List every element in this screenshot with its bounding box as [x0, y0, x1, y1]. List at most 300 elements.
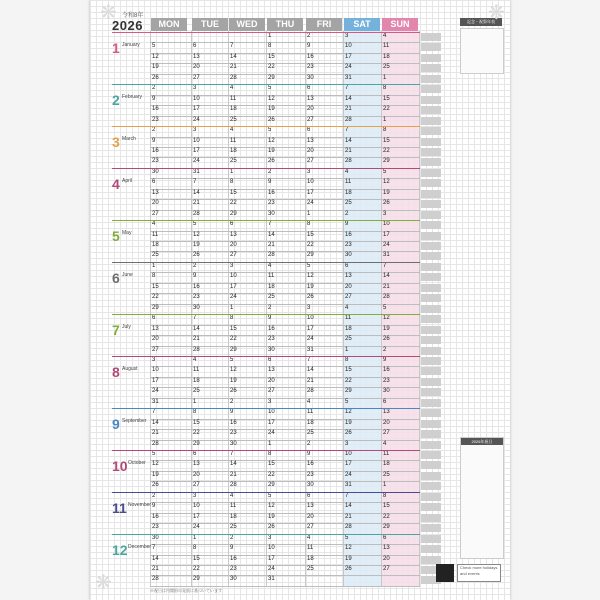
day-cell[interactable]: 15: [383, 95, 390, 102]
day-cell[interactable]: 8: [383, 85, 387, 92]
day-cell[interactable]: 7: [345, 85, 349, 92]
day-cell[interactable]: 8: [152, 273, 156, 280]
day-cell[interactable]: 28: [193, 346, 200, 353]
day-cell[interactable]: 12: [383, 315, 390, 322]
day-cell[interactable]: 1: [230, 304, 234, 311]
day-cell[interactable]: 10: [193, 137, 200, 144]
day-cell[interactable]: 6: [268, 356, 272, 363]
day-cell[interactable]: 19: [345, 419, 352, 426]
day-cell[interactable]: 16: [268, 189, 275, 196]
day-cell[interactable]: 22: [383, 106, 390, 113]
day-cell[interactable]: 3: [152, 356, 156, 363]
day-cell[interactable]: 6: [307, 85, 311, 92]
day-cell[interactable]: 7: [230, 43, 234, 50]
day-cell[interactable]: 3: [268, 398, 272, 405]
day-cell[interactable]: 30: [193, 304, 200, 311]
day-cell[interactable]: 23: [193, 294, 200, 301]
day-cell[interactable]: 10: [152, 367, 159, 374]
day-cell[interactable]: 25: [383, 471, 390, 478]
day-cell[interactable]: 28: [230, 482, 237, 489]
day-cell[interactable]: 6: [193, 43, 197, 50]
day-cell[interactable]: 5: [383, 168, 387, 175]
day-cell[interactable]: 2: [383, 346, 387, 353]
day-cell[interactable]: 23: [345, 242, 352, 248]
day-cell[interactable]: 7: [268, 221, 272, 228]
day-cell[interactable]: 20: [230, 242, 237, 248]
day-cell[interactable]: 19: [383, 189, 390, 196]
day-cell[interactable]: 28: [345, 116, 352, 123]
day-cell[interactable]: 12: [307, 273, 314, 280]
day-cell[interactable]: 14: [152, 555, 159, 562]
day-cell[interactable]: 10: [345, 451, 352, 457]
day-cell[interactable]: 3: [268, 534, 272, 541]
day-cell[interactable]: 14: [383, 273, 390, 280]
day-cell[interactable]: 21: [383, 283, 390, 290]
day-cell[interactable]: 10: [345, 43, 352, 50]
day-cell[interactable]: 20: [193, 471, 200, 478]
day-cell[interactable]: 13: [383, 409, 390, 416]
day-cell[interactable]: 1: [193, 398, 197, 405]
day-cell[interactable]: 14: [230, 53, 237, 60]
day-cell[interactable]: 27: [268, 388, 275, 395]
day-cell[interactable]: 5: [230, 356, 234, 363]
day-cell[interactable]: 29: [268, 74, 275, 81]
day-cell[interactable]: 27: [152, 346, 159, 353]
day-cell[interactable]: 19: [268, 147, 275, 154]
day-cell[interactable]: 3: [193, 492, 197, 499]
day-cell[interactable]: 28: [230, 74, 237, 81]
day-cell[interactable]: 24: [193, 524, 200, 531]
day-cell[interactable]: 26: [268, 524, 275, 531]
day-cell[interactable]: 26: [268, 116, 275, 123]
day-cell[interactable]: 10: [268, 409, 275, 416]
day-cell[interactable]: 29: [345, 388, 352, 395]
day-cell[interactable]: 24: [152, 388, 159, 395]
day-cell[interactable]: 27: [193, 74, 200, 81]
day-cell[interactable]: 2: [152, 127, 156, 134]
day-cell[interactable]: 18: [345, 325, 352, 332]
day-cell[interactable]: 12: [268, 137, 275, 144]
day-cell[interactable]: 20: [383, 555, 390, 562]
day-cell[interactable]: 24: [193, 158, 200, 165]
day-cell[interactable]: 2: [345, 210, 349, 217]
day-cell[interactable]: 28: [345, 158, 352, 165]
day-cell[interactable]: 30: [230, 440, 237, 447]
day-cell[interactable]: 25: [152, 252, 159, 259]
day-cell[interactable]: 24: [268, 430, 275, 437]
day-cell[interactable]: 17: [268, 419, 275, 426]
day-cell[interactable]: 6: [193, 451, 197, 457]
day-cell[interactable]: 9: [383, 356, 387, 363]
day-cell[interactable]: 3: [345, 440, 349, 447]
day-cell[interactable]: 26: [152, 74, 159, 81]
day-cell[interactable]: 11: [307, 545, 314, 552]
day-cell[interactable]: 6: [307, 127, 311, 134]
day-cell[interactable]: 17: [383, 231, 390, 238]
day-cell[interactable]: 23: [152, 158, 159, 165]
day-cell[interactable]: 18: [383, 53, 390, 60]
day-cell[interactable]: 8: [383, 127, 387, 134]
day-cell[interactable]: 2: [230, 534, 234, 541]
day-cell[interactable]: 7: [383, 262, 387, 269]
day-cell[interactable]: 5: [268, 85, 272, 92]
day-cell[interactable]: 22: [268, 64, 275, 71]
day-cell[interactable]: 25: [307, 565, 314, 572]
day-cell[interactable]: 6: [152, 315, 156, 322]
day-cell[interactable]: 1: [383, 482, 387, 489]
day-cell[interactable]: 24: [307, 336, 314, 343]
day-cell[interactable]: 7: [152, 545, 156, 552]
day-cell[interactable]: 9: [230, 545, 234, 552]
day-cell[interactable]: 3: [383, 210, 387, 217]
day-cell[interactable]: 21: [193, 336, 200, 343]
day-cell[interactable]: 13: [152, 189, 159, 196]
day-cell[interactable]: 29: [383, 158, 390, 165]
day-cell[interactable]: 12: [383, 179, 390, 186]
day-cell[interactable]: 26: [383, 200, 390, 207]
day-cell[interactable]: 10: [193, 503, 200, 510]
day-cell[interactable]: 12: [345, 545, 352, 552]
day-cell[interactable]: 6: [152, 179, 156, 186]
day-cell[interactable]: 3: [230, 262, 234, 269]
day-cell[interactable]: 9: [268, 315, 272, 322]
day-cell[interactable]: 14: [345, 137, 352, 144]
day-cell[interactable]: 21: [152, 430, 159, 437]
day-cell[interactable]: 24: [345, 64, 352, 71]
day-cell[interactable]: 18: [230, 106, 237, 113]
day-cell[interactable]: 7: [230, 451, 234, 457]
day-cell[interactable]: 18: [268, 283, 275, 290]
day-cell[interactable]: 10: [230, 273, 237, 280]
day-cell[interactable]: 18: [230, 513, 237, 520]
day-cell[interactable]: 10: [193, 95, 200, 102]
day-cell[interactable]: 28: [193, 210, 200, 217]
day-cell[interactable]: 5: [345, 534, 349, 541]
day-cell[interactable]: 2: [152, 85, 156, 92]
day-cell[interactable]: 17: [268, 555, 275, 562]
day-cell[interactable]: 4: [345, 304, 349, 311]
day-cell[interactable]: 5: [307, 262, 311, 269]
day-cell[interactable]: 26: [230, 388, 237, 395]
day-cell[interactable]: 23: [268, 200, 275, 207]
day-cell[interactable]: 5: [345, 398, 349, 405]
day-cell[interactable]: 16: [230, 419, 237, 426]
day-cell[interactable]: 1: [383, 116, 387, 123]
day-cell[interactable]: 5: [152, 43, 156, 50]
day-cell[interactable]: 19: [268, 106, 275, 113]
day-cell[interactable]: 16: [152, 513, 159, 520]
day-cell[interactable]: 14: [345, 503, 352, 510]
day-cell[interactable]: 13: [193, 53, 200, 60]
day-cell[interactable]: 20: [152, 200, 159, 207]
day-cell[interactable]: 22: [383, 513, 390, 520]
day-cell[interactable]: 14: [307, 367, 314, 374]
day-cell[interactable]: 14: [152, 419, 159, 426]
day-cell[interactable]: 4: [307, 534, 311, 541]
day-cell[interactable]: 16: [152, 147, 159, 154]
day-cell[interactable]: 3: [307, 304, 311, 311]
day-cell[interactable]: 17: [193, 106, 200, 113]
day-cell[interactable]: 30: [152, 168, 159, 175]
day-cell[interactable]: 18: [193, 377, 200, 384]
day-cell[interactable]: 16: [230, 555, 237, 562]
day-cell[interactable]: 12: [193, 231, 200, 238]
day-cell[interactable]: 16: [193, 283, 200, 290]
day-cell[interactable]: 30: [307, 482, 314, 489]
day-cell[interactable]: 5: [268, 492, 272, 499]
day-cell[interactable]: 26: [383, 336, 390, 343]
day-cell[interactable]: 11: [230, 95, 237, 102]
day-cell[interactable]: 23: [230, 565, 237, 572]
day-cell[interactable]: 15: [193, 555, 200, 562]
day-cell[interactable]: 22: [383, 147, 390, 154]
day-cell[interactable]: 23: [307, 471, 314, 478]
day-cell[interactable]: 4: [383, 33, 387, 39]
day-cell[interactable]: 21: [193, 200, 200, 207]
day-cell[interactable]: 13: [230, 231, 237, 238]
day-cell[interactable]: 28: [268, 252, 275, 259]
day-cell[interactable]: 20: [307, 106, 314, 113]
day-cell[interactable]: 7: [307, 356, 311, 363]
day-cell[interactable]: 20: [307, 147, 314, 154]
day-cell[interactable]: 13: [193, 461, 200, 468]
day-cell[interactable]: 31: [152, 398, 159, 405]
day-cell[interactable]: 9: [307, 43, 311, 50]
day-cell[interactable]: 30: [152, 534, 159, 541]
day-cell[interactable]: 2: [152, 492, 156, 499]
day-cell[interactable]: 12: [152, 53, 159, 60]
day-cell[interactable]: 18: [345, 189, 352, 196]
day-cell[interactable]: 20: [383, 419, 390, 426]
day-cell[interactable]: 30: [307, 74, 314, 81]
day-cell[interactable]: 24: [383, 242, 390, 248]
day-cell[interactable]: 19: [230, 377, 237, 384]
day-cell[interactable]: 13: [345, 273, 352, 280]
day-cell[interactable]: 21: [345, 147, 352, 154]
day-cell[interactable]: 1: [193, 534, 197, 541]
day-cell[interactable]: 19: [307, 283, 314, 290]
day-cell[interactable]: 18: [307, 555, 314, 562]
day-cell[interactable]: 11: [383, 43, 390, 50]
day-cell[interactable]: 4: [268, 262, 272, 269]
day-cell[interactable]: 31: [345, 482, 352, 489]
day-cell[interactable]: 9: [152, 95, 156, 102]
day-cell[interactable]: 23: [268, 336, 275, 343]
day-cell[interactable]: 21: [345, 513, 352, 520]
day-cell[interactable]: 21: [152, 565, 159, 572]
day-cell[interactable]: 1: [307, 210, 311, 217]
day-cell[interactable]: 28: [383, 294, 390, 301]
day-cell[interactable]: 15: [268, 461, 275, 468]
day-cell[interactable]: 16: [383, 367, 390, 374]
day-cell[interactable]: 12: [230, 367, 237, 374]
day-cell[interactable]: 29: [230, 346, 237, 353]
day-cell[interactable]: 27: [307, 116, 314, 123]
day-cell[interactable]: 7: [345, 492, 349, 499]
day-cell[interactable]: 25: [230, 524, 237, 531]
day-cell[interactable]: 27: [383, 565, 390, 572]
day-cell[interactable]: 10: [307, 179, 314, 186]
day-cell[interactable]: 22: [193, 430, 200, 437]
day-cell[interactable]: 29: [307, 252, 314, 259]
day-cell[interactable]: 13: [383, 545, 390, 552]
day-cell[interactable]: 9: [268, 179, 272, 186]
day-cell[interactable]: 1: [383, 74, 387, 81]
day-cell[interactable]: 27: [345, 294, 352, 301]
day-cell[interactable]: 11: [230, 137, 237, 144]
day-cell[interactable]: 29: [152, 304, 159, 311]
day-cell[interactable]: 28: [152, 440, 159, 447]
day-cell[interactable]: 29: [383, 524, 390, 531]
day-cell[interactable]: 29: [193, 576, 200, 583]
day-cell[interactable]: 18: [152, 242, 159, 248]
day-cell[interactable]: 15: [268, 53, 275, 60]
day-cell[interactable]: 21: [230, 64, 237, 71]
day-cell[interactable]: 27: [307, 524, 314, 531]
day-cell[interactable]: 19: [268, 513, 275, 520]
day-cell[interactable]: 29: [230, 210, 237, 217]
day-cell[interactable]: 27: [383, 430, 390, 437]
day-cell[interactable]: 2: [307, 440, 311, 447]
day-cell[interactable]: 25: [307, 430, 314, 437]
day-cell[interactable]: 19: [152, 64, 159, 71]
day-cell[interactable]: 15: [230, 189, 237, 196]
day-cell[interactable]: 11: [193, 367, 200, 374]
day-cell[interactable]: 1: [152, 262, 156, 269]
day-cell[interactable]: 6: [383, 534, 387, 541]
day-cell[interactable]: 25: [193, 388, 200, 395]
day-cell[interactable]: 31: [345, 74, 352, 81]
day-cell[interactable]: 4: [230, 492, 234, 499]
day-cell[interactable]: 24: [230, 294, 237, 301]
day-cell[interactable]: 7: [345, 127, 349, 134]
day-cell[interactable]: 9: [193, 273, 197, 280]
day-cell[interactable]: 19: [345, 555, 352, 562]
day-cell[interactable]: 8: [193, 545, 197, 552]
day-cell[interactable]: 6: [307, 492, 311, 499]
day-cell[interactable]: 11: [307, 409, 314, 416]
day-cell[interactable]: 2: [268, 168, 272, 175]
day-cell[interactable]: 10: [268, 545, 275, 552]
day-cell[interactable]: 20: [345, 283, 352, 290]
day-cell[interactable]: 8: [345, 356, 349, 363]
day-cell[interactable]: 26: [345, 430, 352, 437]
day-cell[interactable]: 24: [268, 565, 275, 572]
day-cell[interactable]: 25: [230, 116, 237, 123]
day-cell[interactable]: 20: [307, 513, 314, 520]
day-cell[interactable]: 22: [193, 565, 200, 572]
day-cell[interactable]: 16: [152, 106, 159, 113]
day-cell[interactable]: 8: [230, 315, 234, 322]
day-cell[interactable]: 31: [193, 168, 200, 175]
day-cell[interactable]: 22: [268, 471, 275, 478]
day-cell[interactable]: 27: [193, 482, 200, 489]
day-cell[interactable]: 30: [268, 210, 275, 217]
day-cell[interactable]: 18: [307, 419, 314, 426]
day-cell[interactable]: 14: [230, 461, 237, 468]
day-cell[interactable]: 19: [383, 325, 390, 332]
day-cell[interactable]: 1: [268, 440, 272, 447]
day-cell[interactable]: 17: [193, 147, 200, 154]
day-cell[interactable]: 7: [193, 315, 197, 322]
day-cell[interactable]: 10: [383, 221, 390, 228]
day-cell[interactable]: 16: [345, 231, 352, 238]
day-cell[interactable]: 30: [230, 576, 237, 583]
day-cell[interactable]: 8: [307, 221, 311, 228]
day-cell[interactable]: 15: [152, 283, 159, 290]
day-cell[interactable]: 13: [152, 325, 159, 332]
day-cell[interactable]: 13: [307, 95, 314, 102]
day-cell[interactable]: 1: [230, 168, 234, 175]
day-cell[interactable]: 5: [268, 127, 272, 134]
day-cell[interactable]: 9: [230, 409, 234, 416]
day-cell[interactable]: 31: [383, 252, 390, 259]
day-cell[interactable]: 17: [193, 513, 200, 520]
day-cell[interactable]: 28: [152, 576, 159, 583]
day-cell[interactable]: 12: [345, 409, 352, 416]
day-cell[interactable]: 4: [193, 356, 197, 363]
day-cell[interactable]: 1: [268, 33, 272, 39]
day-cell[interactable]: 23: [383, 377, 390, 384]
day-cell[interactable]: 25: [230, 158, 237, 165]
day-cell[interactable]: 14: [193, 189, 200, 196]
day-cell[interactable]: 22: [230, 200, 237, 207]
day-cell[interactable]: 3: [307, 168, 311, 175]
day-cell[interactable]: 8: [193, 409, 197, 416]
day-cell[interactable]: 5: [193, 221, 197, 228]
day-cell[interactable]: 5: [383, 304, 387, 311]
day-cell[interactable]: 2: [268, 304, 272, 311]
day-cell[interactable]: 28: [307, 388, 314, 395]
day-cell[interactable]: 7: [193, 179, 197, 186]
day-cell[interactable]: 17: [345, 461, 352, 468]
day-cell[interactable]: 31: [268, 576, 275, 583]
day-cell[interactable]: 11: [345, 179, 352, 186]
day-cell[interactable]: 23: [152, 524, 159, 531]
day-cell[interactable]: 16: [307, 461, 314, 468]
day-cell[interactable]: 18: [383, 461, 390, 468]
day-cell[interactable]: 11: [383, 451, 390, 457]
day-cell[interactable]: 25: [268, 294, 275, 301]
day-cell[interactable]: 4: [345, 168, 349, 175]
day-cell[interactable]: 13: [307, 503, 314, 510]
day-cell[interactable]: 26: [152, 482, 159, 489]
day-cell[interactable]: 25: [345, 200, 352, 207]
day-cell[interactable]: 12: [268, 95, 275, 102]
day-cell[interactable]: 24: [345, 471, 352, 478]
day-cell[interactable]: 3: [193, 85, 197, 92]
day-cell[interactable]: 22: [307, 242, 314, 248]
day-cell[interactable]: 9: [152, 503, 156, 510]
day-cell[interactable]: 20: [268, 377, 275, 384]
day-cell[interactable]: 16: [307, 53, 314, 60]
day-cell[interactable]: 8: [268, 43, 272, 50]
day-cell[interactable]: 20: [152, 336, 159, 343]
day-cell[interactable]: 23: [307, 64, 314, 71]
day-cell[interactable]: 18: [230, 147, 237, 154]
day-cell[interactable]: 17: [230, 283, 237, 290]
day-cell[interactable]: 6: [383, 398, 387, 405]
day-cell[interactable]: 29: [193, 440, 200, 447]
day-cell[interactable]: 13: [307, 137, 314, 144]
day-cell[interactable]: 23: [152, 116, 159, 123]
day-cell[interactable]: 2: [230, 398, 234, 405]
day-cell[interactable]: 8: [268, 451, 272, 457]
day-cell[interactable]: 25: [345, 336, 352, 343]
day-cell[interactable]: 9: [307, 451, 311, 457]
day-cell[interactable]: 29: [268, 482, 275, 489]
day-cell[interactable]: 17: [152, 377, 159, 384]
